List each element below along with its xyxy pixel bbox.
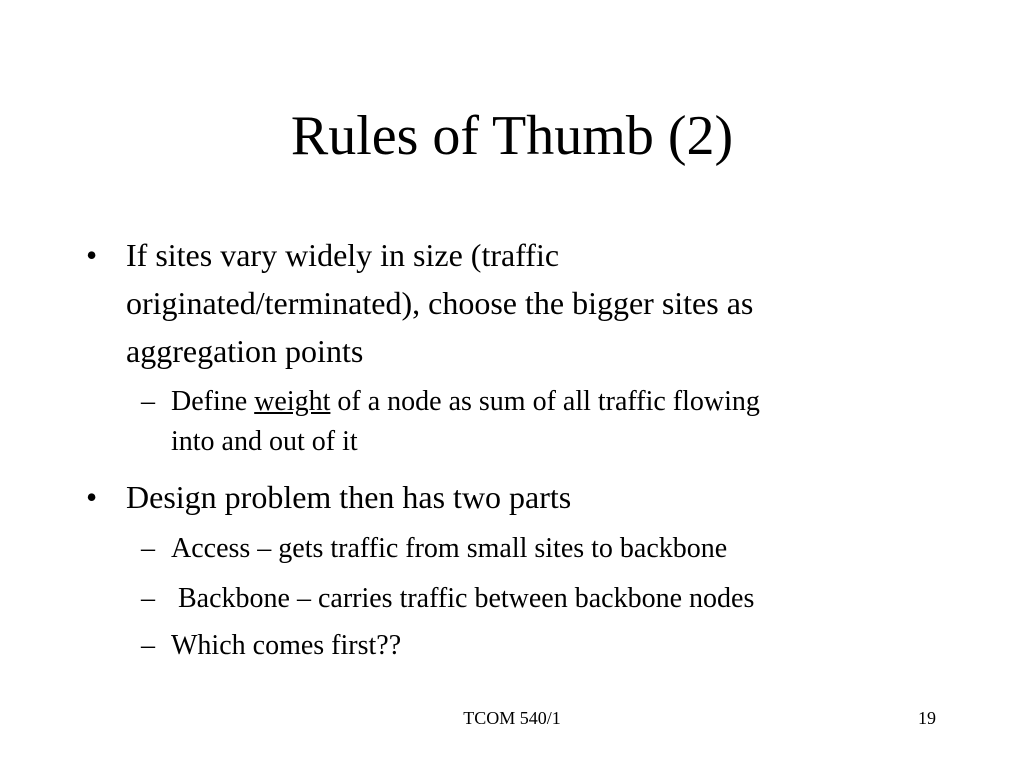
bullet-1-line-1: If sites vary widely in size (traffic [126, 237, 560, 273]
sub-item-which-first-text: Which comes first?? [171, 630, 402, 661]
sub-item-access [141, 529, 911, 569]
bullet-1-line-3: aggregation points [126, 333, 364, 369]
sub-text-rest: of a node as sum of all traffic flowing [330, 386, 760, 417]
bullet-item-1-cont-2 [126, 327, 926, 375]
sub-item-define-weight-cont [171, 422, 911, 462]
dash-icon: – [141, 533, 155, 564]
sub-item-define-weight [141, 382, 911, 422]
dash-icon: – [141, 583, 155, 614]
bullet-2-text: Design problem then has two parts [126, 479, 572, 515]
bullet-icon: • [86, 237, 98, 273]
sub-text-prefix: Define [171, 386, 255, 417]
footer-course-label: TCOM 540/1 [463, 708, 561, 728]
sub-item-backbone [141, 579, 911, 619]
dash-icon: – [141, 630, 155, 661]
dash-icon: – [141, 386, 155, 417]
bullet-item-1-cont-1 [126, 279, 926, 327]
footer-page-number: 19 [918, 708, 936, 728]
bullet-icon: • [86, 479, 98, 515]
bullet-item-2 [86, 473, 926, 521]
sub-text-line-2: into and out of it [171, 426, 358, 457]
slide-title: Rules of Thumb (2) [290, 105, 734, 167]
sub-item-which-first [141, 626, 911, 666]
bullet-1-line-2: originated/terminated), choose the bigger sites as [126, 285, 754, 321]
sub-item-access-text: Access – gets traffic from small sites to backbone [171, 533, 728, 564]
bullet-item-1 [86, 231, 926, 279]
sub-item-backbone-text: Backbone – carries traffic between backbone nodes [171, 583, 755, 614]
underlined-term-weight: weight [254, 386, 331, 417]
